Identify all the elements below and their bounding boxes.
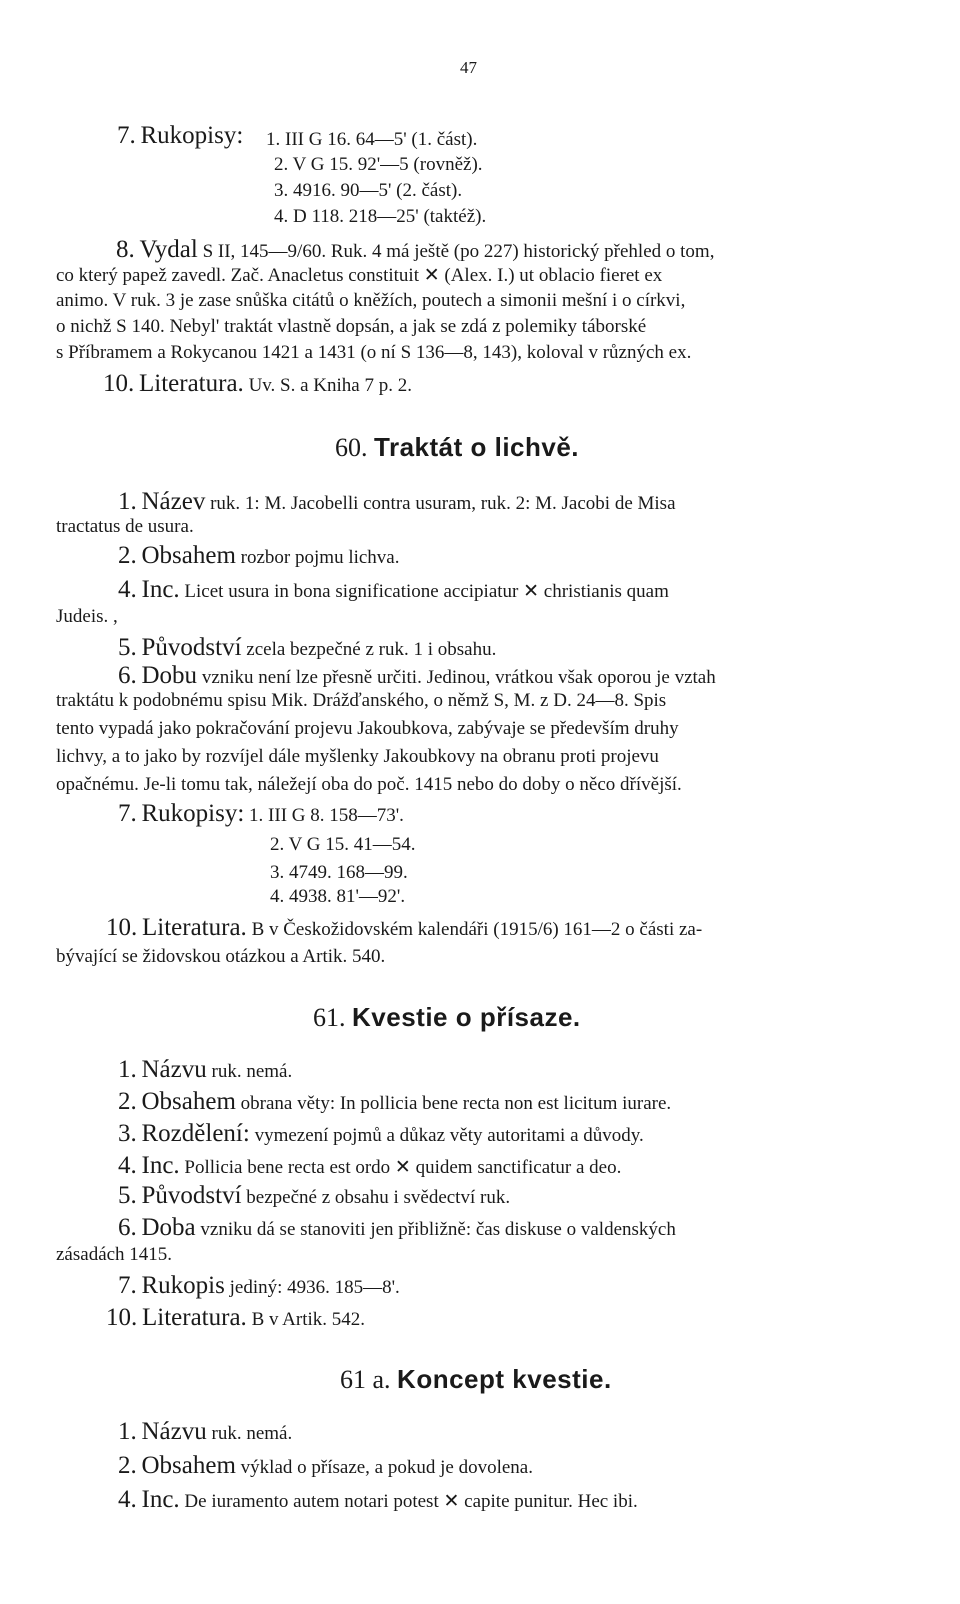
item-label: Dobu (141, 662, 198, 689)
manuscript-entry: 4. D 118. 218—25' (taktéž). (274, 206, 487, 227)
item-number: 10. (106, 914, 138, 941)
item-4-inc (118, 1486, 638, 1514)
item-text: vzniku dá se stanoviti jen přibližně: čas diskuse o valdenských (200, 1219, 676, 1240)
item-number: 4. (118, 1486, 137, 1513)
item-number: 2. (118, 542, 137, 569)
item-7-rukopisy (118, 800, 404, 828)
item-6-doba (118, 1214, 676, 1242)
item-number: 6. (118, 1214, 137, 1241)
item-5-puvodstvi (118, 634, 496, 662)
section-number: 61 a. (340, 1365, 391, 1394)
item-text: bezpečné z obsahu i svědectví ruk. (246, 1187, 511, 1208)
item-2-obsahem (118, 542, 400, 570)
item-7-rukopis (118, 1272, 400, 1300)
item-4-inc (118, 1152, 621, 1180)
item-label: Názvu (141, 1418, 207, 1445)
item-text: S II, 145—9/60. Ruk. 4 má ještě (po 227) historický přehled o tom, (202, 241, 715, 262)
section-heading-61 (313, 1002, 581, 1033)
item-2-obsahem (118, 1088, 671, 1116)
body-line: s Příbramem a Rokycanou 1421 a 1431 (o ní S 136—8, 143), koloval v různých ex. (56, 342, 692, 363)
item-label: Rukopisy: (141, 800, 245, 827)
body-line: opačnému. Je-li tomu tak, náležejí oba do poč. 1415 nebo do doby o něco dřívější. (56, 774, 682, 795)
body-line: co který papež zavedl. Zač. Anacletus constituit ✕ (Alex. I.) ut oblacio fieret ex (56, 265, 663, 286)
item-label: Rozdělení: (141, 1120, 250, 1147)
item-number: 5. (118, 634, 137, 661)
body-line: o nichž S 140. Nebyl' traktát vlastně dopsán, a jak se zdá z polemiky táborské (56, 316, 647, 337)
item-10-literatura (103, 370, 412, 398)
item-label: Původství (141, 634, 242, 661)
item-number: 8. (116, 236, 135, 263)
manuscript-entry: 3. 4916. 90—5' (2. část). (274, 180, 463, 201)
item-text: Licet usura in bona significatione accipiatur ✕ christianis quam (184, 581, 669, 602)
item-number: 5. (118, 1182, 137, 1209)
item-1-nazvu (118, 1418, 292, 1446)
item-text: vzniku není lze přesně určiti. Jedinou, vrátkou však oporou je vztah (201, 667, 716, 688)
item-number: 2. (118, 1088, 137, 1115)
item-number: 7. (118, 1272, 137, 1299)
manuscript-entry: 3. 4749. 168—99. (270, 862, 408, 883)
body-line: tento vypadá jako pokračování projevu Jakoubkova, zabývaje se především druhy (56, 718, 679, 739)
item-label: Rukopisy: (140, 122, 244, 149)
item-number: 7. (118, 800, 137, 827)
item-10-literatura (106, 1304, 365, 1332)
section-heading-61a (340, 1364, 612, 1395)
section-title: Kvestie o přísaze. (352, 1002, 581, 1032)
item-text: Uv. S. a Kniha 7 p. 2. (248, 375, 412, 396)
item-text: zcela bezpečné z ruk. 1 i obsahu. (246, 639, 497, 660)
item-2-obsahem (118, 1452, 533, 1480)
item-8-vydal (116, 236, 714, 264)
item-text: De iuramento autem notari potest ✕ capite punitur. Hec ibi. (184, 1491, 638, 1512)
body-line: Judeis. , (56, 606, 118, 627)
item-label: Inc. (141, 1152, 180, 1179)
item-text: výklad o přísaze, a pokud je dovolena. (240, 1457, 533, 1478)
section-title: Koncept kvestie. (397, 1364, 612, 1394)
item-number: 2. (118, 1452, 137, 1479)
item-number: 1. (118, 1056, 137, 1083)
item-text: B v Artik. 542. (251, 1309, 366, 1330)
body-line: zásadách 1415. (56, 1244, 173, 1265)
section-title: Traktát o lichvě. (374, 432, 580, 462)
item-text: ruk. 1: M. Jacobelli contra usuram, ruk. 2: M. Jacobi de Misa (210, 493, 676, 514)
item-number: 10. (103, 370, 135, 397)
item-label: Literatura. (142, 914, 247, 941)
item-label: Obsahem (141, 542, 236, 569)
body-line: tractatus de usura. (56, 516, 194, 537)
item-label: Inc. (141, 576, 180, 603)
item-text: jediný: 4936. 185—8'. (229, 1277, 400, 1298)
item-1-nazev (118, 488, 676, 516)
item-number: 7. (117, 122, 136, 149)
item-text: vymezení pojmů a důkaz věty autoritami a důvody. (254, 1125, 644, 1146)
item-6-dobu (118, 662, 716, 690)
item-4-inc (118, 576, 669, 604)
item-7-rukopisy (117, 122, 243, 150)
item-text: ruk. nemá. (211, 1423, 293, 1444)
item-5-puvodstvi (118, 1182, 510, 1210)
body-line: animo. V ruk. 3 je zase snůška citátů o kněžích, poutech a simonii mešní i o církvi, (56, 290, 686, 311)
item-label: Obsahem (141, 1452, 236, 1479)
item-number: 3. (118, 1120, 137, 1147)
section-number: 60. (335, 433, 368, 462)
page-number: 47 (460, 58, 477, 77)
manuscript-entry: 2. V G 15. 41—54. (270, 834, 416, 855)
item-label: Doba (141, 1214, 196, 1241)
item-label: Rukopis (141, 1272, 225, 1299)
item-label: Obsahem (141, 1088, 236, 1115)
item-number: 4. (118, 1152, 137, 1179)
manuscript-entry: 4. 4938. 81'—92'. (270, 886, 406, 907)
item-text: rozbor pojmu lichva. (240, 547, 400, 568)
item-number: 1. (118, 488, 137, 515)
item-number: 4. (118, 576, 137, 603)
manuscript-entry: 2. V G 15. 92'—5 (rovněž). (274, 154, 483, 175)
item-label: Vydal (139, 236, 198, 263)
section-heading-60 (335, 432, 579, 463)
body-line: lichvy, a to jako by rozvíjel dále myšlenky Jakoubkovy na obranu proti projevu (56, 746, 659, 767)
manuscript-entry: 1. III G 16. 64—5' (1. část). (266, 129, 478, 150)
item-1-nazvu (118, 1056, 292, 1084)
item-text: obrana věty: In pollicia bene recta non est licitum iurare. (240, 1093, 672, 1114)
item-text: Pollicia bene recta est ordo ✕ quidem sanctificatur a deo. (184, 1157, 622, 1178)
item-text: ruk. nemá. (211, 1061, 293, 1082)
item-number: 1. (118, 1418, 137, 1445)
section-number: 61. (313, 1003, 346, 1032)
item-3-rozdeleni (118, 1120, 644, 1148)
item-number: 6. (118, 662, 137, 689)
item-label: Literatura. (142, 1304, 247, 1331)
body-line: traktátu k podobnému spisu Mik. Drážďanského, o němž S, M. z D. 24—8. Spis (56, 690, 667, 711)
item-number: 10. (106, 1304, 138, 1331)
item-text: B v Českožidovském kalendáři (1915/6) 161—2 o části za- (251, 919, 703, 940)
item-label: Názvu (141, 1056, 207, 1083)
body-line: bývající se židovskou otázkou a Artik. 540. (56, 946, 386, 967)
manuscript-entry: 1. III G 8. 158—73'. (249, 805, 404, 826)
item-label: Inc. (141, 1486, 180, 1513)
item-label: Literatura. (139, 370, 244, 397)
item-10-literatura (106, 914, 702, 942)
item-label: Název (141, 488, 206, 515)
item-label: Původství (141, 1182, 242, 1209)
